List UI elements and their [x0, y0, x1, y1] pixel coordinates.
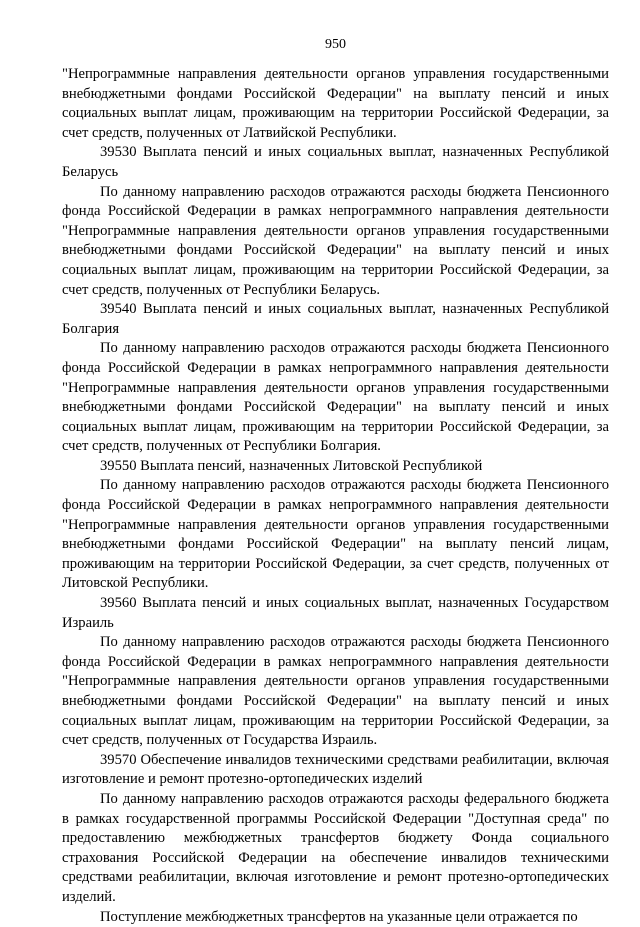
paragraph: Поступление межбюджетных трансфертов на указанные цели отражается по [100, 908, 578, 925]
paragraph: По данному направлению расходов отражаются расходы бюджета Пенсионного фонда Российской Федерации в рамках непрограммного направления деятельности "Непрограммные направления деятельности органов управления государственными внебюджетными фондами Российской Федерации" на выплату пенсий и иных социальных выплат лицам, проживающим на территории Российской Федерации, за счет средств, полученных от Республики Болгария. [62, 340, 609, 455]
section-heading: 39570 Обеспечение инвалидов техническими средствами реабилитации, включая изготовление и ремонт протезно-ортопедических изделий [62, 751, 609, 788]
paragraph: По данному направлению расходов отражаются расходы бюджета Пенсионного фонда Российской Федерации в рамках непрограммного направления деятельности "Непрограммные направления деятельности органов управления государственными внебюджетными фондами Российской Федерации" на выплату пенсий лицам, проживающим на территории Российской Федерации, за счет средств, полученных от Литовской Республики. [62, 477, 609, 592]
paragraph: "Непрограммные направления деятельности органов управления государственными внебюджетными фондами Российской Федерации" на выплату пенсий и иных социальных выплат лицам, проживающим на территории Российской Федерации, за счет средств, полученных от Латвийской Республики. [62, 66, 609, 141]
section-heading: 39550 Выплата пенсий, назначенных Литовской Республикой [100, 457, 483, 474]
paragraph: По данному направлению расходов отражаются расходы бюджета Пенсионного фонда Российской Федерации в рамках непрограммного направления деятельности "Непрограммные направления деятельности органов управления государственными внебюджетными фондами Российской Федерации" на выплату пенсий и иных социальных выплат лицам, проживающим на территории Российской Федерации, за счет средств, полученных от Республики Беларусь. [62, 183, 609, 298]
section-heading: 39540 Выплата пенсий и иных социальных выплат, назначенных Республикой Болгария [62, 301, 609, 337]
section-heading: 39530 Выплата пенсий и иных социальных выплат, назначенных Республикой Беларусь [62, 144, 609, 180]
paragraph: По данному направлению расходов отражаются расходы федерального бюджета в рамках государственной программы Российской Федерации "Доступная среда" по предоставлению межбюджетных трансфертов бюджету Фонда социального страхования Российской Федерации на обеспечение инвалидов техническими средствами реабилитации, включая изготовление и ремонт протезно-ортопедических изделий. [62, 790, 609, 905]
section-heading: 39560 Выплата пенсий и иных социальных выплат, назначенных Государством Израиль [62, 595, 609, 631]
paragraph: По данному направлению расходов отражаются расходы бюджета Пенсионного фонда Российской Федерации в рамках непрограммного направления деятельности "Непрограммные направления деятельности органов управления государственными внебюджетными фондами Российской Федерации" на выплату пенсий и иных социальных выплат лицам, проживающим на территории Российской Федерации, за счет средств, полученных от Государства Израиль. [62, 634, 609, 749]
page-number: 950 [325, 37, 346, 52]
